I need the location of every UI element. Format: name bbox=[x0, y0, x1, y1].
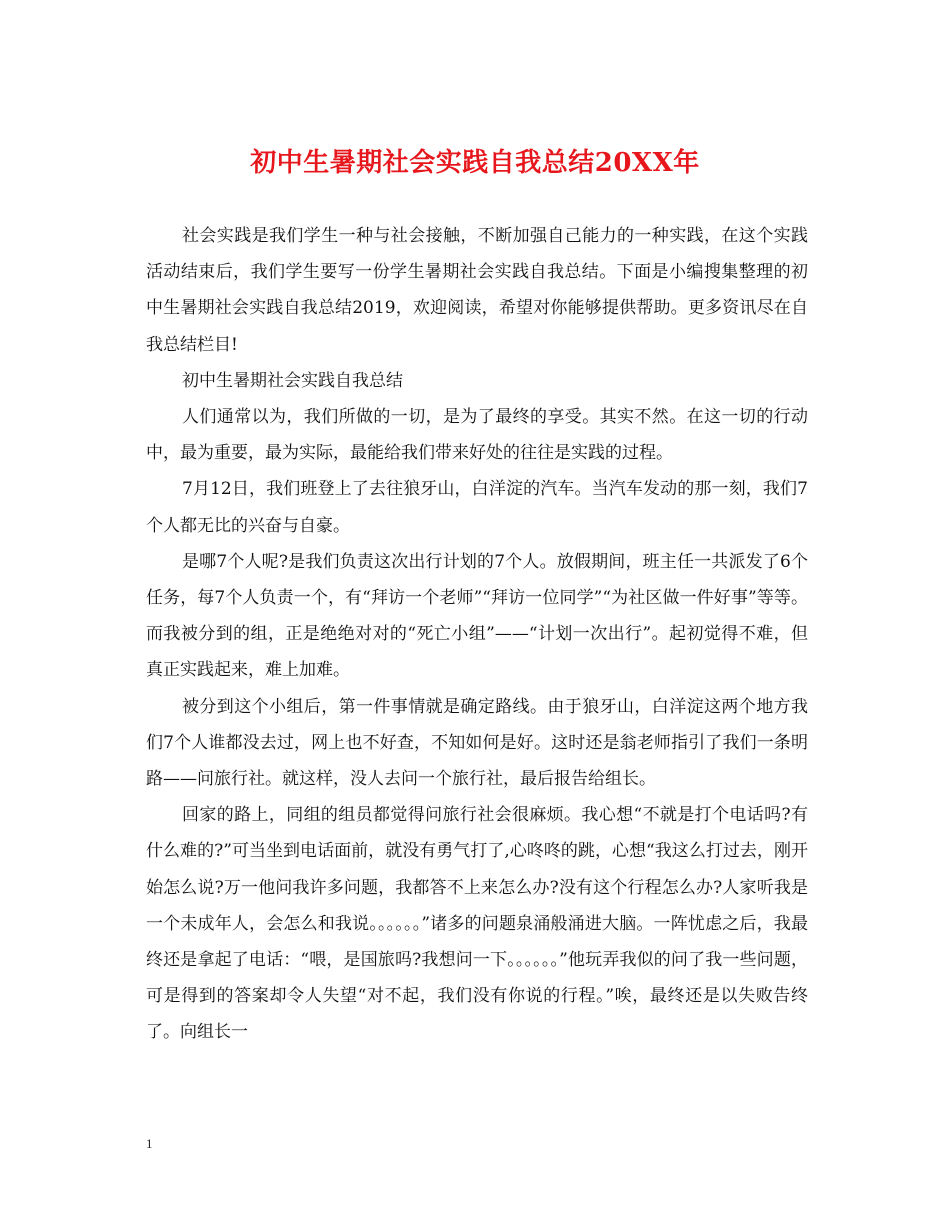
page-number: 1 bbox=[146, 1136, 153, 1151]
paragraph: 社会实践是我们学生一种与社会接触，不断加强自己能力的一种实践，在这个实践活动结束后，我们学生要写一份学生暑期社会实践自我总结。下面是小编搜集整理的初中生暑期社会实践自我总结2019，欢迎阅读，希望对你能够提供帮助。更多资讯尽在自我总结栏目! bbox=[146, 226, 808, 355]
document-body bbox=[146, 218, 808, 1051]
document-title: 初中生暑期社会实践自我总结20XX年 bbox=[250, 148, 700, 178]
paragraph: 是哪7个人呢?是我们负责这次出行计划的7个人。放假期间，班主任一共派发了6个任务，每7个人负责一个，有“拜访一个老师”“拜访一位同学”“为社区做一件好事”等等。而我被分到的组，正是绝绝对对的“死亡小组”——“计划一次出行”。起初觉得不难，但真正实践起来，难上加难。 bbox=[146, 551, 808, 681]
paragraph: 回家的路上，同组的组员都觉得问旅行社会很麻烦。我心想“不就是打个电话吗?有什么难的?”可当坐到电话面前，就没有勇气打了,心咚咚的跳，心想“我这么打过去，刚开始怎么说?万一他问我许多问题，我都答不上来怎么办?没有这个行程怎么办?人家听我是一个未成年人，会怎么和我说。。。。。。”诸多的问题泉涌般涌进大脑。一阵忧虑之后，我最终还是拿起了电话：“喂，是国旅吗?我想问一下。。。。。。”他玩弄我似的问了我一些问题，可是得到的答案却令人失望“对不起，我们没有你说的行程。”唉，最终还是以失败告终了。向组长一 bbox=[146, 805, 808, 1043]
paragraph: 7月12日，我们班登上了去往狼牙山，白洋淀的汽车。当汽车发动的那一刻，我们7个人都无比的兴奋与自豪。 bbox=[146, 479, 808, 536]
paragraph: 被分到这个小组后，第一件事情就是确定路线。由于狼牙山，白洋淀这两个地方我们7个人谁都没去过，网上也不好查，不知如何是好。这时还是翁老师指引了我们一条明路——问旅行社。就这样，没人去问一个旅行社，最后报告给组长。 bbox=[146, 696, 808, 790]
paragraph: 人们通常以为，我们所做的一切，是为了最终的享受。其实不然。在这一切的行动中，最为重要，最为实际，最能给我们带来好处的往往是实践的过程。 bbox=[146, 407, 808, 464]
paragraph: 初中生暑期社会实践自我总结 bbox=[182, 370, 403, 391]
